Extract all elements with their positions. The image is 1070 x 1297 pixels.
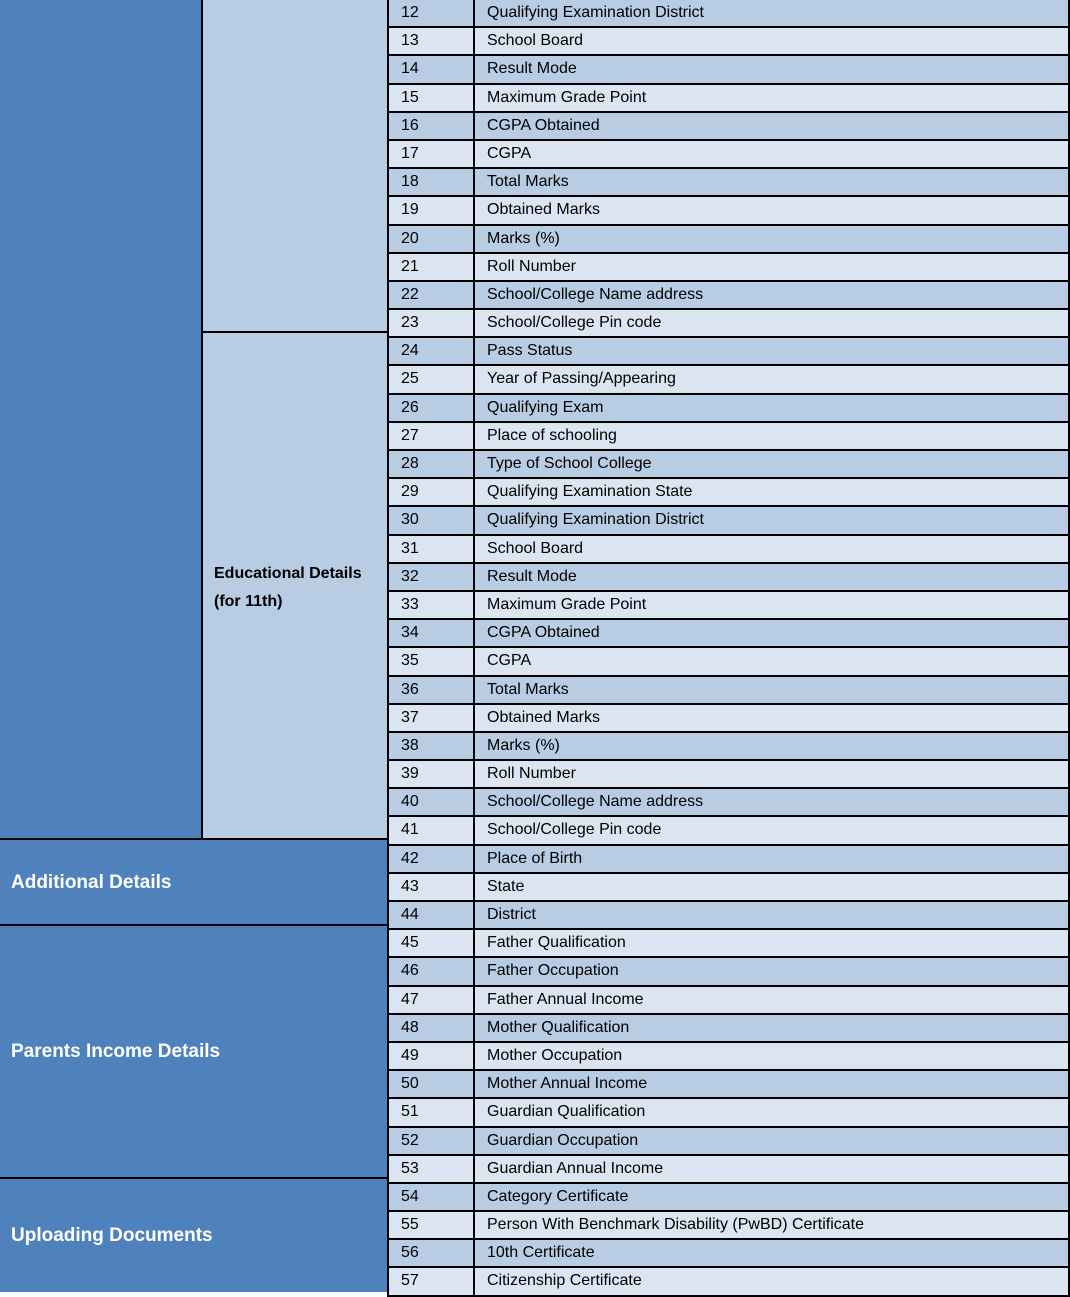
field-name: Mother Annual Income [475, 1071, 1070, 1097]
table-row [389, 648, 1070, 676]
row-number: 57 [389, 1268, 475, 1294]
field-name: Mother Qualification [475, 1015, 1070, 1041]
table-row [389, 761, 1070, 789]
field-name: School/College Pin code [475, 310, 1070, 336]
row-number: 54 [389, 1184, 475, 1210]
table-row [389, 789, 1070, 817]
field-name: CGPA Obtained [475, 620, 1070, 646]
field-name: Qualifying Exam [475, 395, 1070, 421]
row-number: 23 [389, 310, 475, 336]
table-row [389, 1184, 1070, 1212]
field-name: Maximum Grade Point [475, 85, 1070, 111]
field-name: Result Mode [475, 564, 1070, 590]
table-row [389, 817, 1070, 845]
row-number: 48 [389, 1015, 475, 1041]
row-number: 15 [389, 85, 475, 111]
table-row [389, 564, 1070, 592]
row-number: 17 [389, 141, 475, 167]
field-name: Obtained Marks [475, 197, 1070, 223]
row-number: 30 [389, 507, 475, 533]
table-row [389, 338, 1070, 366]
field-name: Maximum Grade Point [475, 592, 1070, 618]
uploading-documents-section [0, 1177, 387, 1292]
row-number: 38 [389, 733, 475, 759]
field-name: District [475, 902, 1070, 928]
row-number: 20 [389, 226, 475, 252]
row-number: 24 [389, 338, 475, 364]
row-number: 51 [389, 1099, 475, 1125]
table-row [389, 1156, 1070, 1184]
table-row [389, 1128, 1070, 1156]
field-name: Qualifying Examination District [475, 507, 1070, 533]
field-name: Qualifying Examination State [475, 479, 1070, 505]
field-name: Pass Status [475, 338, 1070, 364]
row-number: 46 [389, 958, 475, 984]
row-number: 56 [389, 1240, 475, 1266]
table-row [389, 423, 1070, 451]
table-row [389, 141, 1070, 169]
table-row [389, 1212, 1070, 1240]
row-number: 32 [389, 564, 475, 590]
table-row [389, 197, 1070, 225]
table-row [389, 705, 1070, 733]
table-row [389, 479, 1070, 507]
table-row [389, 846, 1070, 874]
additional-details-section [0, 838, 387, 925]
field-name: Father Annual Income [475, 987, 1070, 1013]
field-name: Place of Birth [475, 846, 1070, 872]
row-number: 36 [389, 677, 475, 703]
table-row [389, 1015, 1070, 1043]
row-number: 22 [389, 282, 475, 308]
row-number: 41 [389, 817, 475, 843]
row-number: 55 [389, 1212, 475, 1238]
row-number: 34 [389, 620, 475, 646]
field-name: 10th Certificate [475, 1240, 1070, 1266]
field-name: Total Marks [475, 677, 1070, 703]
field-name: Roll Number [475, 254, 1070, 280]
field-name: Marks (%) [475, 733, 1070, 759]
table-row [389, 169, 1070, 197]
row-number: 39 [389, 761, 475, 787]
field-name: Roll Number [475, 761, 1070, 787]
table-row [389, 930, 1070, 958]
fields-table [387, 0, 1070, 1297]
table-row [389, 254, 1070, 282]
table-row [389, 1043, 1070, 1071]
field-name: Father Qualification [475, 930, 1070, 956]
field-name: Guardian Annual Income [475, 1156, 1070, 1182]
table-row [389, 366, 1070, 394]
row-number: 35 [389, 648, 475, 674]
table-row [389, 958, 1070, 986]
table-row [389, 620, 1070, 648]
table-row [389, 1268, 1070, 1296]
table-row [389, 113, 1070, 141]
table-row [389, 507, 1070, 535]
field-name: School Board [475, 536, 1070, 562]
field-name: CGPA [475, 141, 1070, 167]
table-row [389, 1099, 1070, 1127]
row-number: 19 [389, 197, 475, 223]
field-name: School/College Pin code [475, 817, 1070, 843]
field-name: Place of schooling [475, 423, 1070, 449]
table-row [389, 874, 1070, 902]
additional-details-label: Additional Details [11, 871, 172, 893]
row-number: 40 [389, 789, 475, 815]
field-name: Year of Passing/Appearing [475, 366, 1070, 392]
row-number: 42 [389, 846, 475, 872]
table-row [389, 28, 1070, 56]
table-row [389, 987, 1070, 1015]
field-name: Person With Benchmark Disability (PwBD) Certificate [475, 1212, 1070, 1238]
table-row [389, 902, 1070, 930]
row-number: 28 [389, 451, 475, 477]
row-number: 13 [389, 28, 475, 54]
table-row [389, 677, 1070, 705]
row-number: 21 [389, 254, 475, 280]
row-number: 31 [389, 536, 475, 562]
row-number: 53 [389, 1156, 475, 1182]
field-name: School Board [475, 28, 1070, 54]
row-number: 33 [389, 592, 475, 618]
left-section-column [0, 0, 201, 838]
row-number: 27 [389, 423, 475, 449]
field-name: Total Marks [475, 169, 1070, 195]
row-number: 12 [389, 0, 475, 26]
row-number: 25 [389, 366, 475, 392]
table-row [389, 0, 1070, 28]
parents-income-details-label: Parents Income Details [11, 1041, 221, 1062]
field-name: Type of School College [475, 451, 1070, 477]
row-number: 43 [389, 874, 475, 900]
subsection-divider [201, 331, 387, 333]
field-name: Father Occupation [475, 958, 1070, 984]
field-name: Guardian Occupation [475, 1128, 1070, 1154]
table-row [389, 85, 1070, 113]
row-number: 44 [389, 902, 475, 928]
uploading-documents-label: Uploading Documents [11, 1224, 213, 1246]
educational-details-11th-label: Educational Details (for 11th) [214, 565, 362, 610]
field-name: Marks (%) [475, 226, 1070, 252]
table-row [389, 310, 1070, 338]
row-number: 45 [389, 930, 475, 956]
field-name: Obtained Marks [475, 705, 1070, 731]
row-number: 47 [389, 987, 475, 1013]
table-row [389, 226, 1070, 254]
table-row [389, 282, 1070, 310]
row-number: 29 [389, 479, 475, 505]
subsection-column [201, 0, 387, 838]
table-row [389, 1240, 1070, 1268]
row-number: 14 [389, 56, 475, 82]
field-name: State [475, 874, 1070, 900]
row-number: 52 [389, 1128, 475, 1154]
parents-income-details-section [0, 924, 387, 1178]
row-number: 16 [389, 113, 475, 139]
field-name: Citizenship Certificate [475, 1268, 1070, 1294]
row-number: 18 [389, 169, 475, 195]
row-number: 37 [389, 705, 475, 731]
field-name: School/College Name address [475, 789, 1070, 815]
field-name: Mother Occupation [475, 1043, 1070, 1069]
table-row [389, 395, 1070, 423]
row-number: 49 [389, 1043, 475, 1069]
row-number: 26 [389, 395, 475, 421]
table-row [389, 536, 1070, 564]
table-row [389, 56, 1070, 84]
field-name: CGPA Obtained [475, 113, 1070, 139]
field-name: Category Certificate [475, 1184, 1070, 1210]
field-name: Qualifying Examination District [475, 0, 1070, 26]
table-row [389, 451, 1070, 479]
row-number: 50 [389, 1071, 475, 1097]
table-row [389, 733, 1070, 761]
field-name: School/College Name address [475, 282, 1070, 308]
table-row [389, 1071, 1070, 1099]
field-name: Guardian Qualification [475, 1099, 1070, 1125]
table-row [389, 592, 1070, 620]
field-name: CGPA [475, 648, 1070, 674]
field-name: Result Mode [475, 56, 1070, 82]
